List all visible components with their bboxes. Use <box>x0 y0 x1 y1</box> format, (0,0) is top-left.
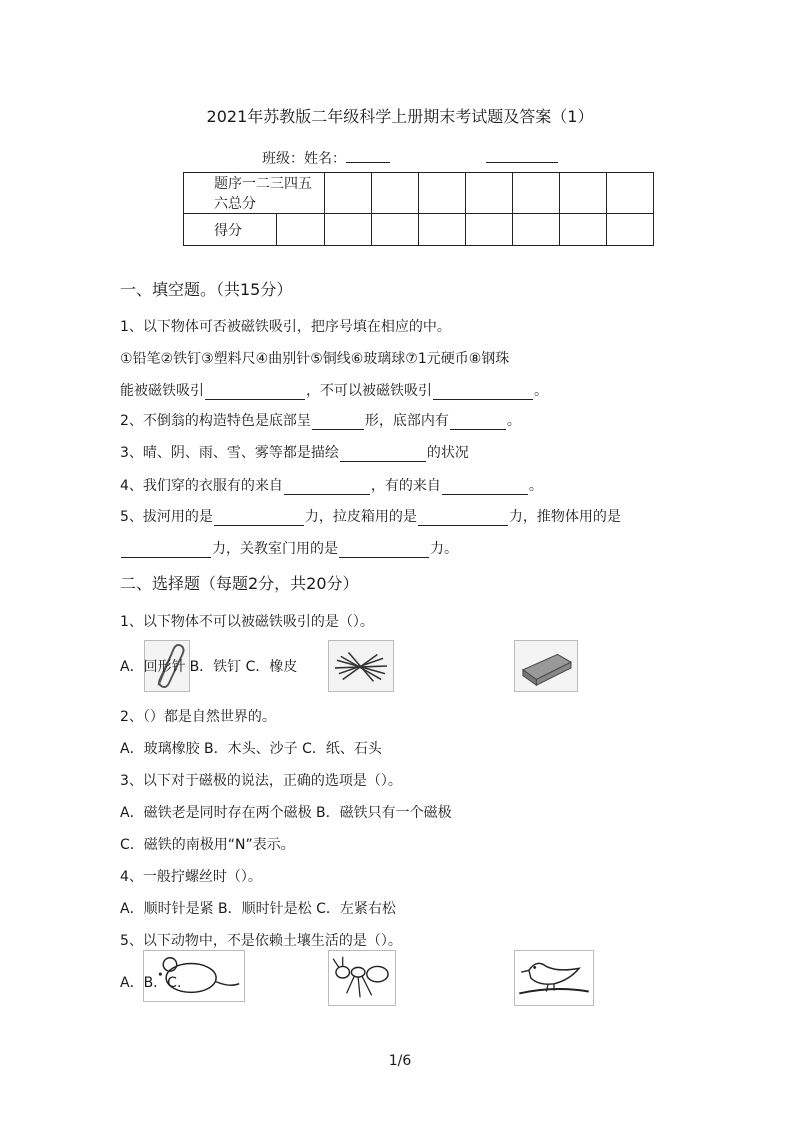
answer-blank <box>418 511 508 526</box>
score-cell <box>419 214 466 246</box>
s1-q1: 1、以下物体可否被磁铁吸引，把序号填在相应的中。 <box>120 319 451 335</box>
s2-q1-option-bc: B．铁钉 C．橡皮 <box>189 659 298 675</box>
s2-q2-options: A．玻璃橡胶 B．木头、沙子 C．纸、石头 <box>120 741 382 757</box>
name-label: 姓名： <box>304 151 346 167</box>
section2-heading: 二、选择题（每题2分，共20分） <box>120 574 359 593</box>
s1-q1-answer-line <box>120 382 548 400</box>
score-cell <box>419 173 466 214</box>
answer-blank <box>312 415 364 430</box>
ant-image <box>328 950 396 1006</box>
answer-blank <box>214 511 304 526</box>
s2-q5-options: A．B．C． <box>120 975 191 991</box>
score-table <box>183 172 654 246</box>
s1-q2-end: 。 <box>506 413 521 429</box>
score-row-label: 得分 <box>184 214 277 246</box>
ant-icon <box>329 951 395 1005</box>
s1-q2-prefix: 2、不倒翁的构造特色是底部呈 <box>120 413 311 429</box>
s2-q3-options-c: C．磁铁的南极用“N”表示。 <box>120 837 295 853</box>
answer-blank <box>433 385 533 400</box>
s2-q3-options-ab: A．磁铁老是同时存在两个磁极 B．磁铁只有一个磁极 <box>120 805 452 821</box>
s1-q3 <box>120 444 469 462</box>
eraser-image <box>514 640 578 692</box>
s2-q4-options: A．顺时针是紧 B．顺时针是松 C．左紧右松 <box>120 901 396 917</box>
s1-q2 <box>120 412 521 430</box>
s2-q2: 2、（）都是自然世界的。 <box>120 709 276 725</box>
s1-q2-mid: 形，底部内有 <box>364 413 449 429</box>
s1-q1-a-mid: ，不可以被磁铁吸引 <box>306 383 432 399</box>
answer-blank <box>205 385 305 400</box>
s1-q5-line2-end: 力。 <box>430 541 458 557</box>
s2-q5: 5、以下动物中，不是依赖土壤生活的是（）。 <box>120 933 402 949</box>
name-blank <box>346 150 390 163</box>
answer-blank <box>450 415 506 430</box>
score-cell <box>513 214 560 246</box>
score-cell <box>513 173 560 214</box>
s1-q5-line2-mid: 力，关教室门用的是 <box>212 541 338 557</box>
s1-q4-prefix: 4、我们穿的衣服有的来自 <box>120 478 283 494</box>
score-cell <box>560 214 607 246</box>
s1-q5-prefix: 5、拔河用的是 <box>120 509 213 525</box>
page-title: 2021年苏教版二年级科学上册期末考试题及答案（1） <box>206 107 594 126</box>
s1-q4-mid: ，有的来自 <box>370 478 441 494</box>
class-blank <box>486 150 558 163</box>
s1-q5-mid2: 力，推物体用的是 <box>508 509 621 525</box>
score-table-header: 题序一二三四五六总分 <box>184 173 325 214</box>
bird-image <box>514 950 594 1006</box>
score-cell <box>607 173 654 214</box>
s1-q1-a-end: 。 <box>534 383 548 399</box>
section1-heading: 一、填空题。（共15分） <box>120 280 293 299</box>
s2-q1-option-a: A．回形针 <box>120 659 186 675</box>
score-cell <box>466 214 513 246</box>
s1-q5 <box>120 508 621 526</box>
s1-q5-mid1: 力，拉皮箱用的是 <box>304 509 417 525</box>
answer-blank <box>442 480 528 495</box>
score-cell <box>372 214 419 246</box>
score-table-header-row <box>184 173 654 214</box>
score-cell <box>325 173 372 214</box>
eraser-icon <box>515 641 577 691</box>
answer-blank <box>121 543 211 558</box>
score-cell <box>560 173 607 214</box>
s1-q1-items: ①铅笔②铁钉③塑料尺④曲别针⑤铜线⑥玻璃球⑦1元硬币⑧钢珠 <box>120 351 510 367</box>
score-cell <box>277 214 325 246</box>
s1-q1-a-prefix: 能被磁铁吸引 <box>120 383 204 399</box>
answer-blank <box>284 480 370 495</box>
class-label: 班级： <box>262 151 304 167</box>
answer-blank <box>339 543 429 558</box>
s1-q3-prefix: 3、晴、阴、雨、雪、雾等都是描绘 <box>120 445 339 461</box>
score-cell <box>372 173 419 214</box>
score-table-score-row <box>184 214 654 246</box>
nails-icon <box>329 641 393 691</box>
s2-q1: 1、以下物体不可以被磁铁吸引的是（）。 <box>120 614 374 630</box>
bird-icon <box>515 951 593 1005</box>
s1-q5-line2 <box>120 540 458 558</box>
s2-q4: 4、一般拧螺丝时（）。 <box>120 869 262 885</box>
student-info-line <box>262 150 558 168</box>
score-cell <box>607 214 654 246</box>
score-cell <box>466 173 513 214</box>
s2-q3: 3、以下对于磁极的说法，正确的选项是（）。 <box>120 773 402 789</box>
score-cell <box>325 214 372 246</box>
answer-blank <box>340 447 426 462</box>
s1-q4 <box>120 477 543 495</box>
s2-q1-options <box>120 658 297 676</box>
s1-q3-end: 的状况 <box>426 445 469 461</box>
page-number: 1/6 <box>388 1053 412 1069</box>
nails-image <box>328 640 394 692</box>
s1-q4-end: 。 <box>528 478 543 494</box>
